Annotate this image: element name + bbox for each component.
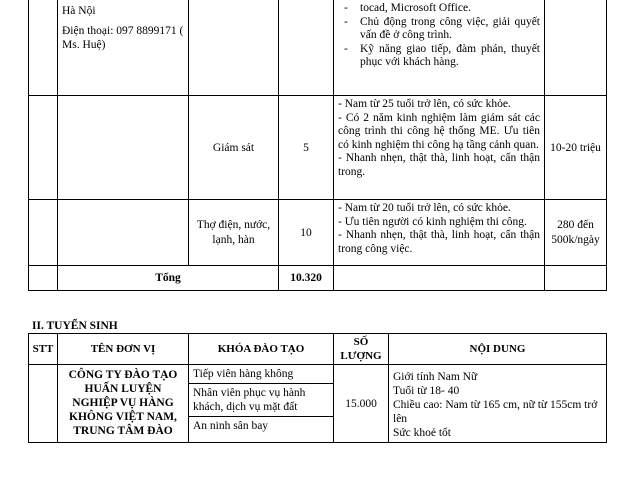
stt-cell	[29, 365, 58, 443]
stt-cell	[29, 0, 58, 96]
enrollment-table	[28, 333, 607, 443]
content-line: Giới tính Nam Nữ	[393, 371, 478, 383]
recruitment-table	[28, 0, 607, 291]
list-item	[338, 2, 540, 16]
contact-cell	[58, 0, 189, 96]
courses-cell	[189, 365, 334, 443]
requirements-cell	[334, 96, 545, 200]
contact-city: Hà Nội	[62, 5, 96, 17]
list-item: Nhân viên phục vụ hành khách, dịch vụ mặt đất	[189, 384, 333, 417]
list-item: - Chủ động trong công việc, giải quyết vấn đề ở công trình.	[338, 16, 540, 43]
header-quantity: SỐ LƯỢNG	[334, 334, 389, 365]
requirement-line: - Nam từ 20 tuổi trở lên, có sức khỏe.	[338, 202, 511, 214]
requirements-cell	[334, 266, 545, 291]
requirement-line: - Ưu tiên người có kinh nghiệm thi công.	[338, 215, 527, 228]
requirement-line: - Nhanh nhẹn, thật thà, linh hoạt, cẩn thận trong.	[338, 152, 540, 178]
requirement-line: - Nam từ 25 tuổi trở lên, có sức khỏe.	[338, 98, 511, 110]
content-cell	[389, 365, 607, 443]
position-cell: Giám sát	[189, 96, 279, 200]
position-cell	[189, 0, 279, 96]
quantity-cell	[279, 0, 334, 96]
position-cell: Thợ điện, nước, lạnh, hàn	[189, 200, 279, 266]
unit-name: CÔNG TY ĐÀO TẠO HUẤN LUYỆN NGHIỆP VỤ HÀNG KHÔNG VIỆT NAM, TRUNG TÂM ĐÀO	[58, 365, 189, 443]
contact-cell	[58, 96, 189, 200]
content-line: Tuổi từ 18- 40	[393, 385, 460, 397]
list-item: An ninh sân bay	[193, 420, 269, 432]
contact-cell	[58, 200, 189, 266]
requirements-list	[338, 2, 540, 70]
salary-cell: 10-20 triệu	[545, 96, 607, 200]
requirement-line: - Có 2 năm kinh nghiệm làm giám sát các công trình thi công hệ thống ME. Ưu tiên có kinh nghiệm thi công hạ tầng cảnh quan.	[338, 111, 540, 151]
table-row	[29, 0, 607, 96]
total-value: 10.320	[279, 266, 334, 291]
list-item: - Kỹ năng giao tiếp, đàm phán, thuyết phục với khách hàng.	[338, 43, 540, 70]
header-stt: STT	[29, 334, 58, 365]
header-course: KHÓA ĐÀO TẠO	[189, 334, 334, 365]
stt-cell	[29, 96, 58, 200]
stt-cell	[29, 266, 58, 291]
salary-cell: 280 đến 500k/ngày	[545, 200, 607, 266]
header-row	[29, 334, 607, 365]
stt-cell	[29, 200, 58, 266]
quantity-cell: 15.000	[334, 365, 389, 443]
total-row	[29, 266, 607, 291]
content-line: Chiều cao: Nam từ 165 cm, nữ từ 155cm trở lên	[393, 399, 598, 425]
quantity-cell: 10	[279, 200, 334, 266]
list-item: Tiếp viên hàng không	[189, 365, 333, 384]
requirement-line: - Nhanh nhẹn, thật thà, linh hoạt, cẩn thận trong công việc.	[338, 229, 540, 255]
salary-cell	[545, 0, 607, 96]
requirements-cell	[334, 200, 545, 266]
header-unit-name: TÊN ĐƠN VỊ	[58, 334, 189, 365]
quantity-cell: 5	[279, 96, 334, 200]
contact-phone: Điện thoại: 097 8899171 ( Ms. Huệ)	[62, 25, 184, 51]
total-label: Tổng	[58, 266, 279, 291]
content-line: Sức khoẻ tốt	[393, 427, 451, 439]
table-row	[29, 200, 607, 266]
table-row	[29, 365, 607, 443]
requirement-continuation: tocad, Microsoft Office.	[360, 2, 471, 14]
salary-cell	[545, 266, 607, 291]
section-title: II. TUYỂN SINH	[32, 320, 118, 332]
table-row	[29, 96, 607, 200]
requirements-cell	[334, 0, 545, 96]
header-content: NỘI DUNG	[389, 334, 607, 365]
